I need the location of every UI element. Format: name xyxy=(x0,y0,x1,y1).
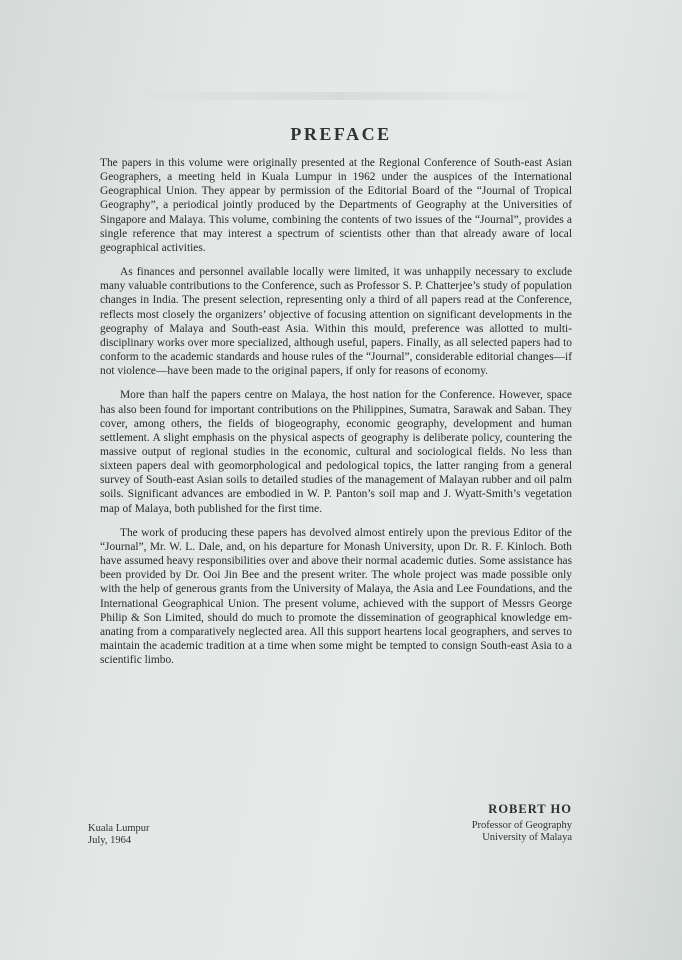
bleed-through-text xyxy=(130,92,550,100)
paragraph-4: The work of producing these papers has devolved almost entirely upon the previous Editor of the “Journal”, Mr. W. L. Dale, and, on his departure for Monash University, upon Dr. R. F. Kinloch. Both have assumed heavy responsibilities over and above their normal academic duties. Some assistance has been provided by Dr. Ooi Jin Bee and the present writer. The whole project was made possible only with the help of generous grants from the University of Malaya, the Asia and Lee Foundations, and the International Geographical Union. The present volume, achieved with the support of Messrs George Philip & Son Limited, should do much to promote the dissemination of geographical knowledge emanating from a comparatively neglected area. All this support heartens local geographers, and serves to maintain the academic tradition at a time when some might be tempted to consign South-east Asia to a scientific limbo. xyxy=(100,526,572,667)
dateline-place: Kuala Lumpur xyxy=(88,823,150,834)
author-position: Professor of Geography xyxy=(471,820,572,831)
author-institution: University of Malaya xyxy=(482,832,572,843)
preface-body xyxy=(100,156,572,677)
page-title: PREFACE xyxy=(290,124,392,144)
author-affiliation xyxy=(472,820,572,844)
paragraph-2: As finances and personnel available locally were limited, it was unhappily necessary to exclude many valuable contributions to the Conference, such as Professor S. P. Chatterjee’s study of population changes in India. The present selection, representing only a third of all papers read at the Conference, reflects most closely the organizers’ objective of focusing attention on significant developments in the geography of Malaya and South-east Asia. Within this mould, preference was allotted to multi-disciplinary works over more specialized, although useful, papers. Finally, as all selected papers had to conform to the academic standards and house rules of the “Journal”, considerable editorial changes—if not violence—have been made to the original papers, if only for reasons of economy. xyxy=(100,266,572,378)
paragraph-3: More than half the papers centre on Malaya, the host nation for the Conference. However, space has also been found for important contributions on the Philippines, Sumatra, Sarawak and Saban. They cover, among others, the fields of biogeography, economic geography, development and human settlement. A slight emphasis on the physical aspects of geography is deliberate policy, countering the massive output of regional studies in the economic, cultural and sociological fields. No less than sixteen papers deal with geomorphological and pedological topics, the latter ranging from a general survey of South-east Asian soils to detailed studies of the management of Malayan rubber and oil palm soils. Significant advances are embodied in W. P. Panton’s soil map and J. Wyatt-Smith’s vegetation map of Malaya, both published for the first time. xyxy=(100,389,572,515)
paragraph-1: The papers in this volume were originally presented at the Regional Conference of South-east Asian Geographers, a meeting held in Kuala Lumpur in 1962 under the auspices of the International Geographical Union. They appear by permission of the Editorial Board of the “Journal of Tropical Geography”, a periodical jointly produced by the Departments of Geography at the Universities of Singapore and Malaya. This volume, combining the contents of two issues of the “Journal”, provides a single reference that may interest a spectrum of scientists other than that already aware of local geographical activities. xyxy=(100,157,572,254)
author-name: ROBERT HO xyxy=(488,802,572,816)
dateline xyxy=(88,823,150,847)
dateline-date: July, 1964 xyxy=(88,835,132,846)
